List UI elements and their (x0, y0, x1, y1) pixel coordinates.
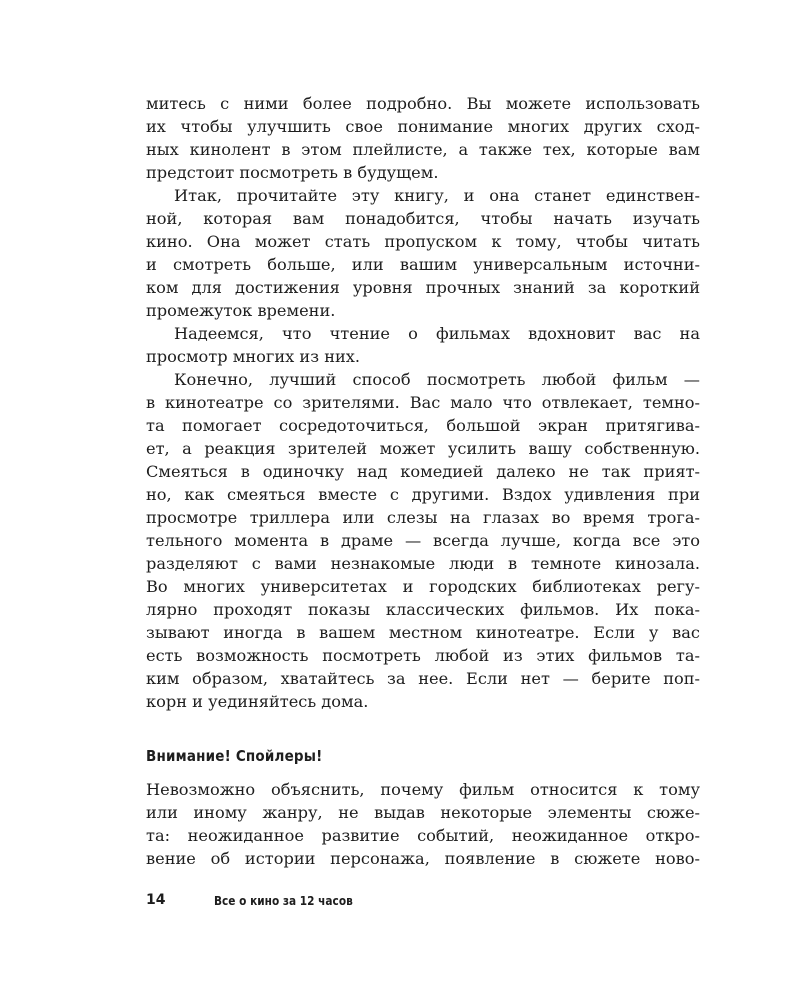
running-footer-title: Все о кино за 12 часов (214, 894, 353, 908)
text-line: ет, а реакция зрителей может усилить вашу собственную. (146, 439, 700, 458)
section-heading: Внимание! Спойлеры! (146, 747, 323, 765)
text-line: Во многих университетах и городских библиотеках регу- (146, 577, 700, 596)
text-line: просмотре триллера или слезы на глазах во время трога- (146, 508, 700, 527)
text-line: но, как смеяться вместе с другими. Вздох удивления при (146, 485, 700, 504)
text-line: кино. Она может стать пропуском к тому, чтобы читать (146, 232, 700, 251)
text-line: тельного момента в драме — всегда лучше, когда все это (146, 531, 700, 550)
text-line: лярно проходят показы классических фильмов. Их пока- (146, 600, 700, 619)
text-line: Надеемся, что чтение о фильмах вдохновит вас на (174, 324, 700, 343)
text-line: или иному жанру, не выдав некоторые элементы сюже- (146, 803, 700, 822)
text-line: промежуток времени. (146, 301, 336, 320)
text-line: та помогает сосредоточиться, большой экран притягива- (146, 416, 700, 435)
text-line: Конечно, лучший способ посмотреть любой фильм — (174, 370, 700, 389)
text-line: разделяют с вами незнакомые люди в темноте кинозала. (146, 554, 700, 573)
text-line: ким образом, хватайтесь за нее. Если нет — берите поп- (146, 669, 700, 688)
text-line: просмотр многих из них. (146, 347, 361, 366)
text-line: предстоит посмотреть в будущем. (146, 163, 439, 182)
text-line: и смотреть больше, или вашим универсальным источни- (146, 255, 700, 274)
text-line: ной, которая вам понадобится, чтобы начать изучать (146, 209, 700, 228)
text-line: та: неожиданное развитие событий, неожиданное откро- (146, 826, 700, 845)
text-line: вение об истории персонажа, появление в сюжете ново- (146, 849, 700, 868)
text-line: корн и уединяйтесь дома. (146, 692, 369, 711)
text-line: Смеяться в одиночку над комедией далеко не так прият- (146, 462, 700, 481)
text-line: в кинотеатре со зрителями. Вас мало что отвлекает, темно- (146, 393, 700, 412)
text-line: Невозможно объяснить, почему фильм относится к тому (146, 780, 700, 799)
page-number: 14 (146, 892, 166, 908)
text-line: ных кинолент в этом плейлисте, а также тех, которые вам (146, 140, 700, 159)
text-line: Итак, прочитайте эту книгу, и она станет единствен- (174, 186, 700, 205)
text-line: зывают иногда в вашем местном кинотеатре. Если у вас (146, 623, 700, 642)
text-line: их чтобы улучшить свое понимание многих других сход- (146, 117, 700, 136)
text-line: есть возможность посмотреть любой из этих фильмов та- (146, 646, 700, 665)
text-line: ком для достижения уровня прочных знаний за короткий (146, 278, 700, 297)
text-line: митесь с ними более подробно. Вы можете использовать (146, 94, 700, 113)
